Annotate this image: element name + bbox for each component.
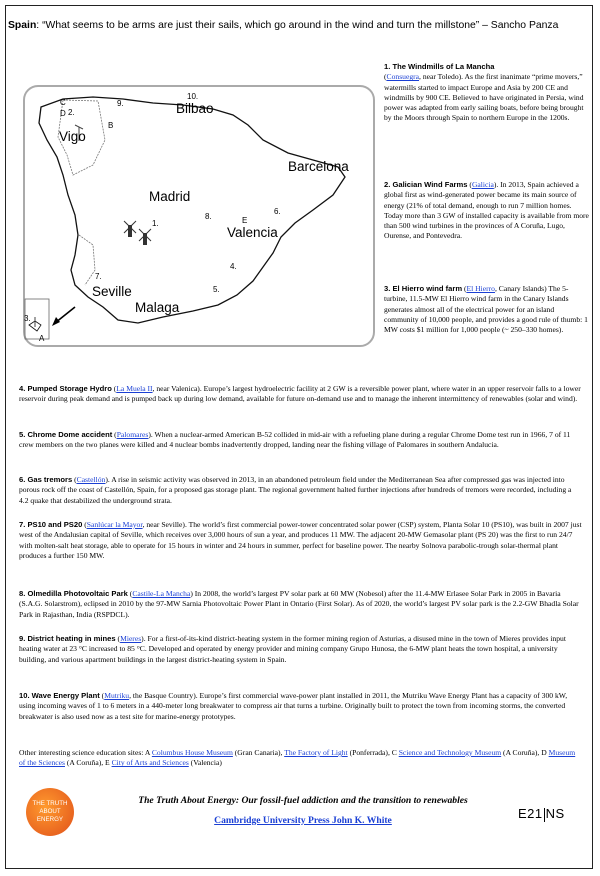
entry-link-la-muela[interactable]: La Muela II <box>116 384 153 393</box>
entry-link-castile[interactable]: Castile-La Mancha <box>132 589 191 598</box>
link-city-of-arts[interactable]: City of Arts and Sciences <box>111 758 189 768</box>
other-text: (Valencia) <box>188 758 222 768</box>
entry-body: ). A rise in seismic activity was observed in 2013, in an abandoned petroleum field under the Mediterranean Sea after compressed gas was injected into porous rock off the coast of Castellón, Spain, for a proposed gas storage plant. The regional government halted further injections after hundreds of tremors were recorded, including a 4.2 quake that destabilized the underground strata. <box>19 475 572 505</box>
other-sites <box>19 748 582 769</box>
marker-b: B <box>108 121 114 130</box>
entry-9: 9. District heating in mines (Mieres). For a first-of-its-kind district-heating system in the former mining region of Asturias, a disused mine in the town of Mieres provides input heating water at 23 °C increased to 85 °C. Developed and operated by energy provider and mining company Grupo Hunosa, the 6-MW plant heats the town hospital, a university building, and various apartment buildings in the largest district-heating system in Spain. <box>19 634 566 664</box>
other-text: (Gran Canaria), <box>232 748 285 757</box>
publisher-link[interactable]: Cambridge University Press John K. White <box>214 815 392 826</box>
entry-link-mieres[interactable]: Mieres <box>120 634 142 643</box>
entry-4: 4. Pumped Storage Hydro (La Muela II, near Valenica). Europe’s largest hydroelectric facility at 2 GW is a reversible power plant, where water in an upper reservoir falls to a lower reservoir during peak demand and is pumped back up during low demand, available for future on-demand use and to manage the inherent intermittency of renewables (solar and wind). <box>19 384 581 404</box>
marker-3: 3. <box>24 314 31 323</box>
marker-c: C <box>60 98 66 107</box>
marker-9: 9. <box>117 99 124 108</box>
header-country: Spain <box>8 20 37 31</box>
other-text: (Ponferrada), C <box>347 748 399 757</box>
entry-6: 6. Gas tremors (Castellón). A rise in seismic activity was observed in 2013, in an abandoned petroleum field under the Mediterranean Sea after compressed gas was injected into porous rock off the coast of Castellón, Spain, for a proposed gas storage plant. The regional government halted further injections after hundreds of tremors were recorded, including a 4.2 quake that destabilized the underground strata. <box>19 475 572 505</box>
spain-map <box>23 85 375 347</box>
city-seville: Seville <box>92 284 132 299</box>
entry-3: 3. El Hierro wind farm (El Hierro, Canary Islands) The 5-turbine, 11.5-MW El Hierro wind farm in the Canary Islands generates almost all of the electrical power for an island community of 10,000 people, and provides a good rule of thumb: 1 MW costs $1 million for 1,000 people (~ 250–330 homes). <box>384 284 588 335</box>
entry-8: 8. Olmedilla Photovoltaic Park (Castile-La Mancha) In 2008, the world’s largest PV solar park at 60 MW (Nobesol) after the 11.4-MW Erlasee Solar Park in 2005 in Bavaria (S.A.G. Solarstrom), eclipsed in 2010 by the 97-MW Sarnia Photovoltaic Power Plant in Ontario (First Solar). As of 2020, the world’s largest PV solar park is the 2.2-GW Bhadla Solar Park in Rajasthan, India (RSPDCL). <box>19 589 579 619</box>
city-bilbao: Bilbao <box>176 101 214 116</box>
page-header <box>8 20 588 31</box>
entry-body: , near Seville). The world’s first commercial power-tower concentrated solar power (CSP) system, Planta Solar 10 (PS10), was built in 2007 just west of the Andalusian capital of Seville, which receives over 3,000 hours of sun a year, and produces 11 MW. The adjacent 20-MW Gemasolar plant (PS 20) was the first to run 24/7 with molten-salt heat storage, able to operate for 15 hours in winter and 24 hours in summer, perfect for baseline power. The nearby Solnova parabolic-trough solar-thermal plant produces a further 150 MW. <box>19 520 582 560</box>
entry-title: 10. Wave Energy Plant <box>19 691 100 700</box>
marker-8: 8. <box>205 212 212 221</box>
link-factory-of-light[interactable]: The Factory of Light <box>284 748 348 757</box>
brand-left: E21 <box>518 806 543 821</box>
logo-line: THE TRUTH <box>32 800 68 807</box>
link-museum-of-sciences[interactable]: Museum of the Sciences <box>19 748 576 768</box>
entry-5: 5. Chrome Dome accident (Palomares). When a nuclear-armed American B-52 collided in mid-air with a refueling plane during a regular Chrome Dome test run in 1966, 7 of 11 crew members on the two planes were killed and 4 nuclear bombs inadvertently dropped, landing near the fishing village of Palomares in southern Andalucia. <box>19 430 571 450</box>
marker-a: A <box>39 334 45 343</box>
entry-link-mutriku[interactable]: Mutriku <box>104 691 130 700</box>
entry-link-sanlucar[interactable]: Sanlúcar la Mayor <box>86 520 143 529</box>
marker-e: E <box>242 216 248 225</box>
entry-title: 4. Pumped Storage Hydro <box>19 384 112 393</box>
city-malaga: Malaga <box>135 300 180 315</box>
entry-body: , the Basque Country). Europe’s first commercial wave-power plant installed in 2011, the Mutriku Wave Energy Plant has a capacity of 300 kW, using incoming waves of 1 to 6 meters in a 440-meter long breakwater to compress air that turns a turbine. Originally built to protect the town from incoming storms, the converted breakwater is also used now as a test site for marine-energy prototypes. <box>19 691 568 721</box>
entry-title: 8. Olmedilla Photovoltaic Park <box>19 589 128 598</box>
brand-right: NS <box>545 806 565 821</box>
entry-2: 2. Galician Wind Farms (Galicia). In 2013, Spain achieved a global first as wind-generated power became its main source of energy (21% of total demand, enough to run 7 million homes. Today more than 3 GW of installed capacity is available from more than 500 wind turbines in the provinces of A Coruña, Lugo, Ourense, and Pontevedra. <box>384 180 589 241</box>
entry-link-consuegra[interactable]: Consuegra <box>386 72 420 82</box>
link-science-technology-museum[interactable]: Science and Technology Museum <box>398 748 502 757</box>
other-text: (A Coruña), D <box>501 748 549 757</box>
entry-body: ) In 2008, the world’s largest PV solar park at 60 MW (Nobesol) after the 11.4-MW Erlasee Solar Park in 2005 in Bavaria (S.A.G. Solarstrom), eclipsed in 2010 by the 97-MW Sarnia Photovoltaic Power Plant in Ontario (First Solar). As of 2020, the world’s largest PV solar park is the 2.2-GW Bhadla Solar Park in Rajasthan, India (RSPDCL). <box>19 589 579 619</box>
marker-10: 10. <box>187 92 199 101</box>
entry-link-el-hierro[interactable]: El Hierro <box>466 284 495 293</box>
e21ns-logo <box>518 806 565 822</box>
entry-title: 7. PS10 and PS20 <box>19 520 83 529</box>
logo-line: ENERGY <box>36 816 64 823</box>
entry-title: 6. Gas tremors <box>19 475 73 484</box>
marker-7: 7. <box>95 272 102 281</box>
entry-body: ). For a first-of-its-kind district-heating system in the former mining region of Asturias, a disused mine in the town of Mieres provides input heating water at 23 °C increased to 85 °C. Developed and operated by energy provider and mining company Grupo Hunosa, the 6-MW plant heats the town hospital, a university building, and various apartment buildings in the largest district-heating system in Spain. <box>19 634 566 664</box>
marker-1: 1. <box>152 219 159 228</box>
entry-body: ). In 2013, Spain achieved a global first as wind-generated power became its main source of energy (21% of total demand, enough to run 7 million homes. Today more than 3 GW of installed capacity is available from more than 500 wind turbines in the provinces of A Coruña, Lugo, Ourense, and Pontevedra. <box>384 180 589 241</box>
other-text: (A Coruña), E <box>64 758 112 768</box>
city-valencia: Valencia <box>227 225 278 240</box>
header-quote: : “What seems to be arms are just their sails, which go around in the wind and turn the millstone” – Sancho Panza <box>36 20 559 31</box>
entry-body: ). When a nuclear-armed American B-52 collided in mid-air with a refueling plane during a regular Chrome Dome test run in 1966, 7 of 11 crew members on the two planes were killed and 4 nuclear bombs inadvertently dropped, landing near the fishing village of Palomares in southern Andalucia. <box>19 430 571 450</box>
entry-body: , near Toledo). As the first inanimate “prime movers,” watermills started to impact Europe and Asia by 200 CE and windmills by 900 CE. Believed to have originated in Persia, wind power was adapted from early sailing boats, before being brought by the Moors through Spain to northern Europe in the 1200s. <box>384 72 584 123</box>
entry-link-castellon[interactable]: Castellón <box>76 475 106 484</box>
other-intro: Other interesting science education sites: A <box>19 748 152 757</box>
city-barcelona: Barcelona <box>288 159 349 174</box>
entry-title: 9. District heating in mines <box>19 634 116 643</box>
entry-7: 7. PS10 and PS20 (Sanlúcar la Mayor, near Seville). The world’s first commercial power-tower concentrated solar power (CSP) system, Planta Solar 10 (PS10), was built in 2007 just west of the Andalusian capital of Seville, which receives over 3,000 hours of sun a year, and produces 11 MW. The adjacent 20-MW Gemasolar plant (PS 20) was the first to run 24/7 with molten-salt heat storage, able to operate for 15 hours in winter and 24 hours in summer, perfect for baseline power. The nearby Solnova parabolic-trough solar-thermal plant produces a further 150 MW. <box>19 520 582 560</box>
entry-title: 2. Galician Wind Farms <box>384 180 468 189</box>
entry-title: 5. Chrome Dome accident <box>19 430 113 439</box>
entry-body: , Canary Islands) The 5-turbine, 11.5-MW El Hierro wind farm in the Canary Islands generates almost all of the electrical power for an island community of 10,000 people, and provides a good rule of thumb: 1 MW costs $1 million for 1,000 people (~ 250–330 homes). <box>384 284 588 335</box>
book-title: The Truth About Energy: Our fossil-fuel addiction and the transition to renewables <box>138 795 468 806</box>
marker-4: 4. <box>230 262 237 271</box>
marker-d: D <box>60 109 66 118</box>
logo-line: ABOUT <box>39 808 61 815</box>
marker-5: 5. <box>213 285 220 294</box>
entry-link-palomares[interactable]: Palomares <box>116 430 149 439</box>
marker-2: 2. <box>68 108 75 117</box>
entry-link-galicia[interactable]: Galicia <box>471 180 494 189</box>
city-vigo: Vigo <box>59 129 86 144</box>
entry-1: 1. The Windmills of La Mancha (Consuegra, near Toledo). As the first inanimate “prime movers,” watermills started to impact Europe and Asia by 200 CE and windmills by 900 CE. Believed to have originated in Persia, wind power was adapted from early sailing boats, before being brought by the Moors through Spain to northern Europe in the 1200s. <box>384 62 584 123</box>
entry-body: , near Valenica). Europe’s largest hydroelectric facility at 2 GW is a reversible power plant, where water in an upper reservoir falls to a lower reservoir during peak demand and is pumped back up during low demand, available for future on-demand use and to manage the inherent intermittency of renewables (solar and wind). <box>19 384 581 404</box>
marker-6: 6. <box>274 207 281 216</box>
entry-title: 3. El Hierro wind farm <box>384 284 463 293</box>
entry-title: 1. The Windmills of La Mancha <box>384 62 495 71</box>
city-madrid: Madrid <box>149 189 191 204</box>
entry-10: 10. Wave Energy Plant (Mutriku, the Basque Country). Europe’s first commercial wave-power plant installed in 2011, the Mutriku Wave Energy Plant has a capacity of 300 kW, using incoming waves of 1 to 6 meters in a 440-meter long breakwater to compress air that turns a turbine. Originally built to protect the town from incoming storms, the converted breakwater is also used now as a test site for marine-energy prototypes. <box>19 691 568 721</box>
link-columbus-house[interactable]: Columbus House Museum <box>151 748 233 757</box>
book-logo <box>26 788 74 836</box>
